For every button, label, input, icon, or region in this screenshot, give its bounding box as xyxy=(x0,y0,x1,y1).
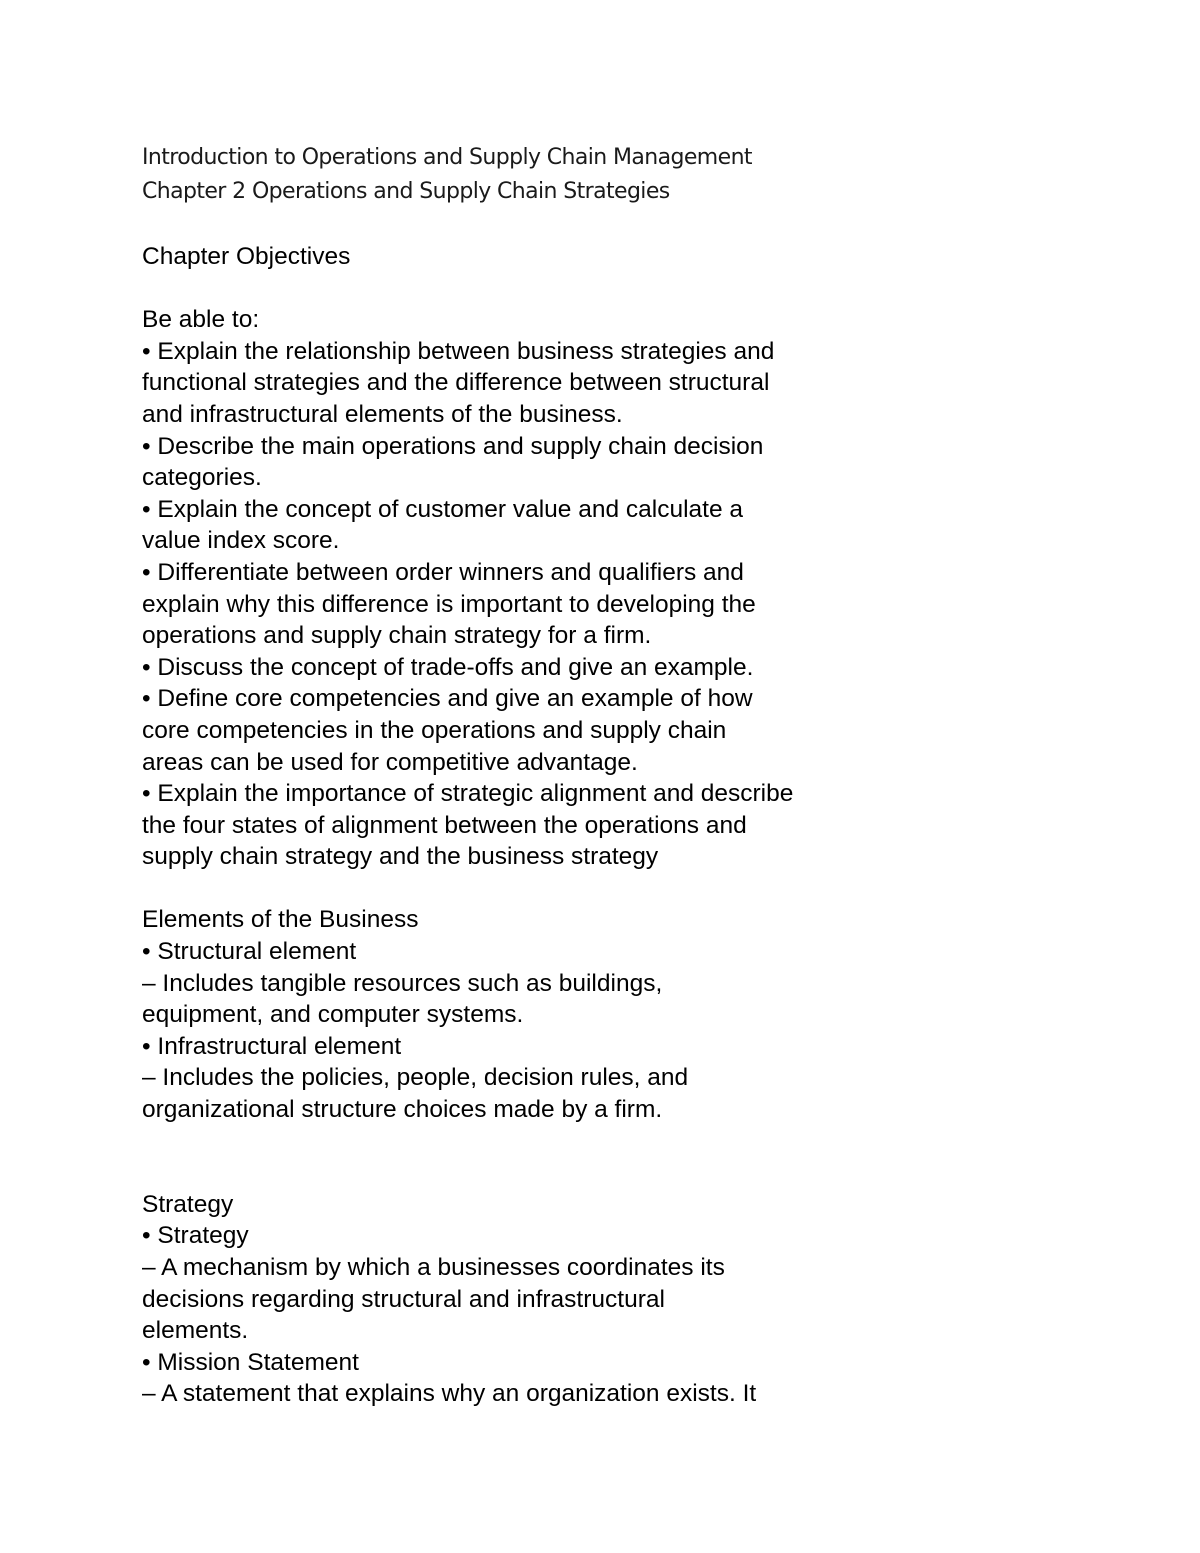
elements-line: • Structural element xyxy=(142,938,357,966)
strategy-line: – A mechanism by which a businesses coordinates its xyxy=(142,1254,725,1281)
objective-line: supply chain strategy and the business strategy xyxy=(142,843,659,871)
document-header xyxy=(142,141,1042,209)
elements-line: – Includes tangible resources such as buildings, xyxy=(142,969,663,997)
strategy-line: • Mission Statement xyxy=(142,1348,359,1376)
objectives-heading: Chapter Objectives xyxy=(142,243,351,270)
spacer xyxy=(142,873,942,905)
elements-heading: Elements of the Business xyxy=(142,906,419,934)
elements-line: equipment, and computer systems. xyxy=(142,1001,524,1029)
objectives-intro: Be able to: xyxy=(142,306,260,334)
objective-line: • Describe the main operations and supply chain decision xyxy=(142,432,764,460)
objective-line: operations and supply chain strategy for a firm. xyxy=(142,622,652,650)
elements-line: organizational structure choices made by a firm. xyxy=(142,1096,663,1124)
objective-line: • Explain the concept of customer value and calculate a xyxy=(142,495,744,523)
objective-line: core competencies in the operations and supply chain xyxy=(142,716,727,744)
objective-line: • Explain the importance of strategic alignment and describe xyxy=(142,780,794,808)
objective-line: functional strategies and the difference between structural xyxy=(142,369,770,397)
chapter-title: Chapter 2 Operations and Supply Chain Strategies xyxy=(142,179,670,204)
elements-line: • Infrastructural element xyxy=(142,1032,402,1060)
strategy-line: – A statement that explains why an organization exists. It xyxy=(142,1380,757,1408)
elements-line: – Includes the policies, people, decision rules, and xyxy=(142,1064,689,1092)
objective-line: explain why this difference is important to developing the xyxy=(142,590,756,618)
document-body xyxy=(142,241,942,1410)
objective-line: • Differentiate between order winners and qualifiers and xyxy=(142,558,744,586)
objective-line: value index score. xyxy=(142,527,340,555)
objective-line: • Explain the relationship between business strategies and xyxy=(142,337,775,365)
strategy-line: • Strategy xyxy=(142,1222,249,1250)
document-title: Introduction to Operations and Supply Chain Management xyxy=(142,145,752,170)
objective-line: areas can be used for competitive advantage. xyxy=(142,748,638,776)
objective-line: the four states of alignment between the operations and xyxy=(142,811,747,839)
objective-line: and infrastructural elements of the business. xyxy=(142,400,623,428)
strategy-heading: Strategy xyxy=(142,1190,234,1218)
strategy-line: elements. xyxy=(142,1317,249,1345)
spacer xyxy=(142,1126,942,1189)
objective-line: • Define core competencies and give an example of how xyxy=(142,685,753,713)
objective-line: • Discuss the concept of trade-offs and give an example. xyxy=(142,653,754,681)
spacer xyxy=(142,273,942,305)
strategy-line: decisions regarding structural and infrastructural xyxy=(142,1285,665,1313)
objective-line: categories. xyxy=(142,464,262,492)
